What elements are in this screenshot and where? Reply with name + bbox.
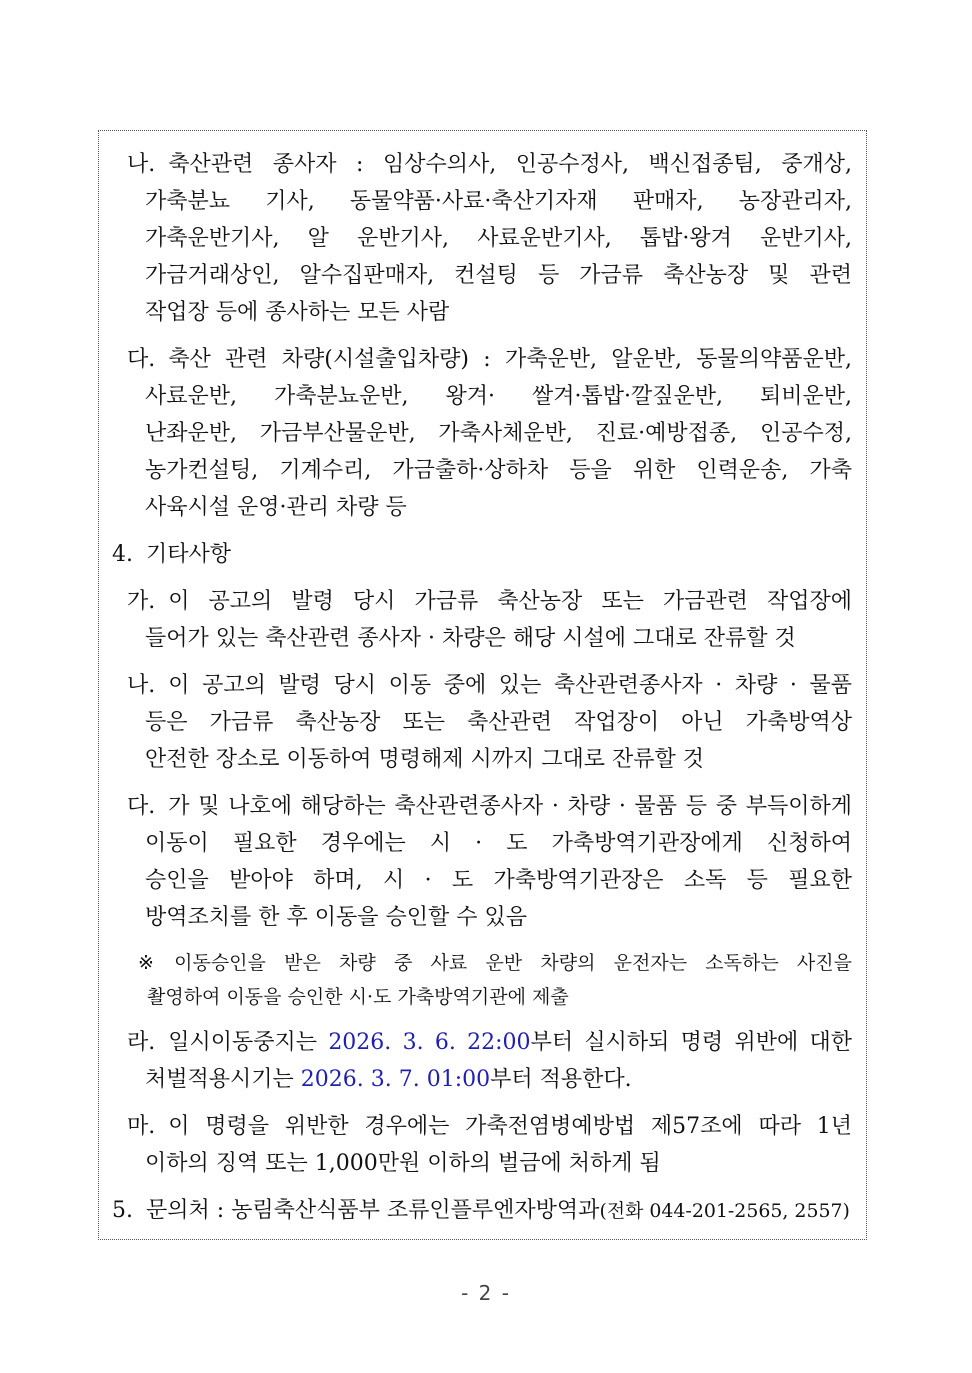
text-run: 일시이동중지는 xyxy=(168,1030,329,1055)
text-run: 부터 적용한다. xyxy=(490,1067,632,1092)
text-run: 부터 실시하되 명령 위반에 대한 xyxy=(530,1030,853,1055)
text-line xyxy=(127,899,852,936)
section-4-etc-heading xyxy=(112,536,852,573)
paragraph-da-vehicles xyxy=(127,341,852,526)
text-run: 이동승인을 받은 차량 중 사료 운반 차량의 운전자는 소독하는 사진을 xyxy=(174,952,852,974)
text-run: 등은 가금류 축산농장 또는 축산관련 작업장이 아닌 가축방역상 xyxy=(145,710,852,735)
item-ga-stay-in-place xyxy=(127,583,852,657)
item-label: 마. xyxy=(127,1114,156,1139)
text-line xyxy=(112,536,852,573)
text-run: 안전한 장소로 이동하여 명령해제 시까지 그대로 잔류할 것 xyxy=(145,747,705,772)
text-line xyxy=(127,1024,852,1061)
text-run: 기타사항 xyxy=(146,542,232,567)
text-run: 방역조치를 한 후 이동을 승인할 수 있음 xyxy=(145,905,527,930)
item-ma-penalty xyxy=(127,1108,852,1182)
text-run: 승인을 받아야 하며, 시 · 도 가축방역기관장은 소독 등 필요한 xyxy=(145,868,852,893)
text-run: 처벌적용시기는 xyxy=(145,1067,301,1092)
text-line xyxy=(127,862,852,899)
text-line xyxy=(127,704,852,741)
text-line xyxy=(127,257,852,294)
text-line xyxy=(127,294,852,331)
note-disinfection-photo xyxy=(138,946,852,1014)
item-label: 4. xyxy=(112,542,133,567)
date-highlight: 2026. 3. 7. 01:00 xyxy=(300,1067,491,1092)
text-line xyxy=(127,620,852,657)
text-run: 가축운반기사, 알 운반기사, 사료운반기사, 톱밥·왕겨 운반기사, xyxy=(145,226,852,251)
text-run: 촬영하여 이동을 승인한 시·도 가축방역기관에 제출 xyxy=(147,986,569,1008)
text-run: 문의처 : 농림축산식품부 조류인플루엔자방역과 xyxy=(146,1198,600,1223)
text-run: 사료운반, 가축분뇨운반, 왕겨· 쌀겨·톱밥·깔짚운반, 퇴비운반, xyxy=(145,384,852,409)
text-run: 축산관련 종사자 : 임상수의사, 인공수정사, 백신접종팀, 중개상, xyxy=(168,152,852,177)
text-line xyxy=(127,741,852,778)
text-line xyxy=(127,183,852,220)
text-line xyxy=(127,667,852,704)
text-run: 이 공고의 발령 당시 이동 중에 있는 축산관련종사자 · 차량 · 물품 xyxy=(168,673,852,698)
item-label: ※ xyxy=(138,952,167,974)
text-run: 가축분뇨 기사, 동물약품·사료·축산기자재 판매자, 농장관리자, xyxy=(145,189,852,214)
text-line xyxy=(127,146,852,183)
text-run: 농가컨설팅, 기계수리, 가금출하·상하차 등을 위한 인력운송, 가축 xyxy=(145,458,852,483)
item-label: 5. xyxy=(112,1198,133,1223)
item-label: 다. xyxy=(127,347,156,372)
item-label: 나. xyxy=(127,152,156,177)
text-line xyxy=(127,788,852,825)
text-line xyxy=(138,946,852,980)
page-number: - 2 - xyxy=(461,1281,511,1305)
text-line xyxy=(127,452,852,489)
text-line xyxy=(127,825,852,862)
text-run: 가금거래상인, 알수집판매자, 컨설팅 등 가금류 축산농장 및 관련 xyxy=(145,263,852,288)
text-line xyxy=(127,378,852,415)
text-run: 가 및 나호에 해당하는 축산관련종사자 · 차량 · 물품 등 중 부득이하게 xyxy=(168,794,852,819)
item-label: 다. xyxy=(127,794,156,819)
text-line xyxy=(127,583,852,620)
section-5-contact xyxy=(112,1192,852,1230)
item-label: 가. xyxy=(127,589,156,614)
text-line xyxy=(127,1061,852,1098)
text-line xyxy=(127,415,852,452)
paragraph-na-workers xyxy=(127,146,852,331)
text-run: 이 명령을 위반한 경우에는 가축전염병예방법 제57조에 따라 1년 xyxy=(168,1114,852,1139)
item-da-movement-approval xyxy=(127,788,852,936)
item-na-in-transit xyxy=(127,667,852,778)
text-line xyxy=(138,980,852,1014)
item-label: 나. xyxy=(127,673,156,698)
text-line xyxy=(127,1145,852,1182)
text-line xyxy=(127,341,852,378)
notice-border-box xyxy=(98,130,867,1240)
text-run: 작업장 등에 종사하는 모든 사람 xyxy=(145,300,450,325)
text-line xyxy=(112,1192,852,1230)
text-run: 들어가 있는 축산관련 종사자 · 차량은 해당 시설에 그대로 잔류할 것 xyxy=(145,626,796,651)
text-line xyxy=(127,489,852,526)
text-run: (전화 044-201-2565, 2557) xyxy=(599,1200,850,1222)
text-line xyxy=(127,1108,852,1145)
text-run: 이 공고의 발령 당시 가금류 축산농장 또는 가금관련 작업장에 xyxy=(168,589,852,614)
text-run: 이하의 징역 또는 1,000만원 이하의 벌금에 처하게 됨 xyxy=(145,1151,661,1176)
item-label: 라. xyxy=(127,1030,156,1055)
text-run: 사육시설 운영·관리 차량 등 xyxy=(145,495,407,520)
item-ra-standstill-times xyxy=(127,1024,852,1098)
text-run: 축산 관련 차량(시설출입차량) : 가축운반, 알운반, 동물의약품운반, xyxy=(168,347,852,372)
text-run: 이동이 필요한 경우에는 시 · 도 가축방역기관장에게 신청하여 xyxy=(145,831,852,856)
date-highlight: 2026. 3. 6. 22:00 xyxy=(328,1030,531,1055)
text-line xyxy=(127,220,852,257)
text-run: 난좌운반, 가금부산물운반, 가축사체운반, 진료·예방접종, 인공수정, xyxy=(145,421,852,446)
